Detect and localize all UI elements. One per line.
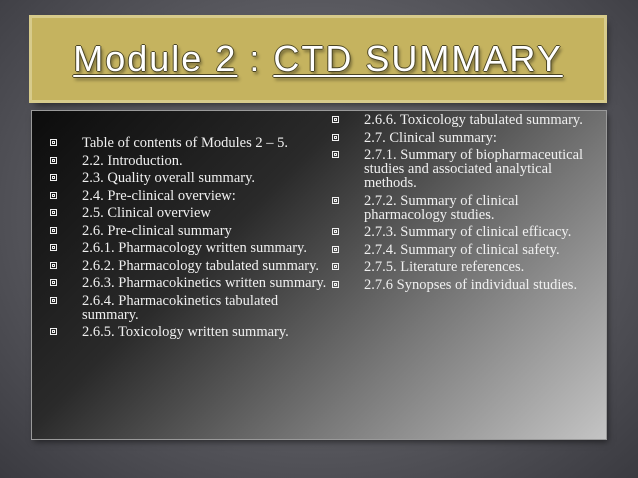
list-item — [50, 325, 332, 339]
list-item — [332, 243, 602, 257]
list-item — [50, 276, 332, 290]
square-bullet-icon — [332, 281, 339, 288]
list-item — [50, 136, 332, 150]
title-ctd-summary: CTD SUMMARY — [273, 38, 563, 79]
list-item-text: 2.7. Clinical summary: — [364, 129, 497, 146]
list-item — [332, 278, 602, 292]
list-item — [50, 154, 332, 168]
list-item-text: 2.6.4. Pharmacokinetics tabulated summary. — [82, 292, 279, 323]
title-separator: : — [237, 38, 274, 79]
list-item — [332, 148, 602, 190]
square-bullet-icon — [50, 192, 57, 199]
square-bullet-icon — [332, 228, 339, 235]
list-item-text: 2.7.4. Summary of clinical safety. — [364, 241, 560, 258]
list-item-text: 2.5. Clinical overview — [82, 205, 211, 221]
list-item-text: 2.2. Introduction. — [82, 152, 183, 169]
list-item — [50, 224, 332, 238]
square-bullet-icon — [50, 209, 57, 216]
square-bullet-icon — [332, 134, 339, 141]
square-bullet-icon — [332, 151, 339, 158]
list-item-text: 2.6.2. Pharmacology tabulated summary. — [82, 257, 320, 274]
square-bullet-icon — [50, 157, 57, 164]
list-item-text: 2.4. Pre-clinical overview: — [82, 187, 236, 204]
square-bullet-icon — [332, 197, 339, 204]
title-banner — [32, 18, 604, 100]
square-bullet-icon — [50, 297, 57, 304]
square-bullet-icon — [50, 227, 57, 234]
square-bullet-icon — [332, 116, 339, 123]
list-item-text: 2.6.3. Pharmacokinetics written summary. — [82, 275, 327, 291]
list-item-text: 2.6.1. Pharmacology written summary. — [82, 240, 307, 256]
square-bullet-icon — [50, 174, 57, 181]
list-item-text: 2.3. Quality overall summary. — [82, 170, 256, 186]
list-item — [50, 189, 332, 203]
list-item — [50, 294, 332, 322]
slide-title — [73, 38, 562, 80]
title-module: Module 2 — [73, 38, 238, 79]
list-item-text: 2.7.3. Summary of clinical efficacy. — [364, 224, 572, 240]
square-bullet-icon — [50, 279, 57, 286]
content-panel — [32, 111, 606, 439]
list-item-text: 2.6.5. Toxicology written summary. — [82, 324, 289, 340]
square-bullet-icon — [50, 139, 57, 146]
list-item — [332, 113, 602, 127]
list-item — [50, 171, 332, 185]
left-column-list — [50, 136, 332, 343]
list-item-text: Table of contents of Modules 2 – 5. — [82, 135, 288, 151]
list-item — [332, 194, 602, 222]
list-item-text: 2.7.5. Literature references. — [364, 259, 525, 275]
list-item-text: 2.6.6. Toxicology tabulated summary. — [364, 112, 583, 128]
square-bullet-icon — [332, 263, 339, 270]
list-item-text: 2.6. Pre-clinical summary — [82, 222, 232, 239]
list-item — [332, 260, 602, 274]
list-item — [50, 206, 332, 220]
right-column-list — [332, 113, 602, 295]
list-item-text: 2.7.6 Synopses of individual studies. — [364, 276, 578, 293]
square-bullet-icon — [50, 328, 57, 335]
list-item — [332, 131, 602, 145]
list-item — [332, 225, 602, 239]
list-item — [50, 241, 332, 255]
square-bullet-icon — [332, 246, 339, 253]
square-bullet-icon — [50, 262, 57, 269]
list-item-text: 2.7.2. Summary of clinical pharmacology studies. — [364, 192, 519, 223]
list-item-text: 2.7.1. Summary of biopharmaceutical studies and associated analytical methods. — [364, 147, 584, 191]
square-bullet-icon — [50, 244, 57, 251]
list-item — [50, 259, 332, 273]
